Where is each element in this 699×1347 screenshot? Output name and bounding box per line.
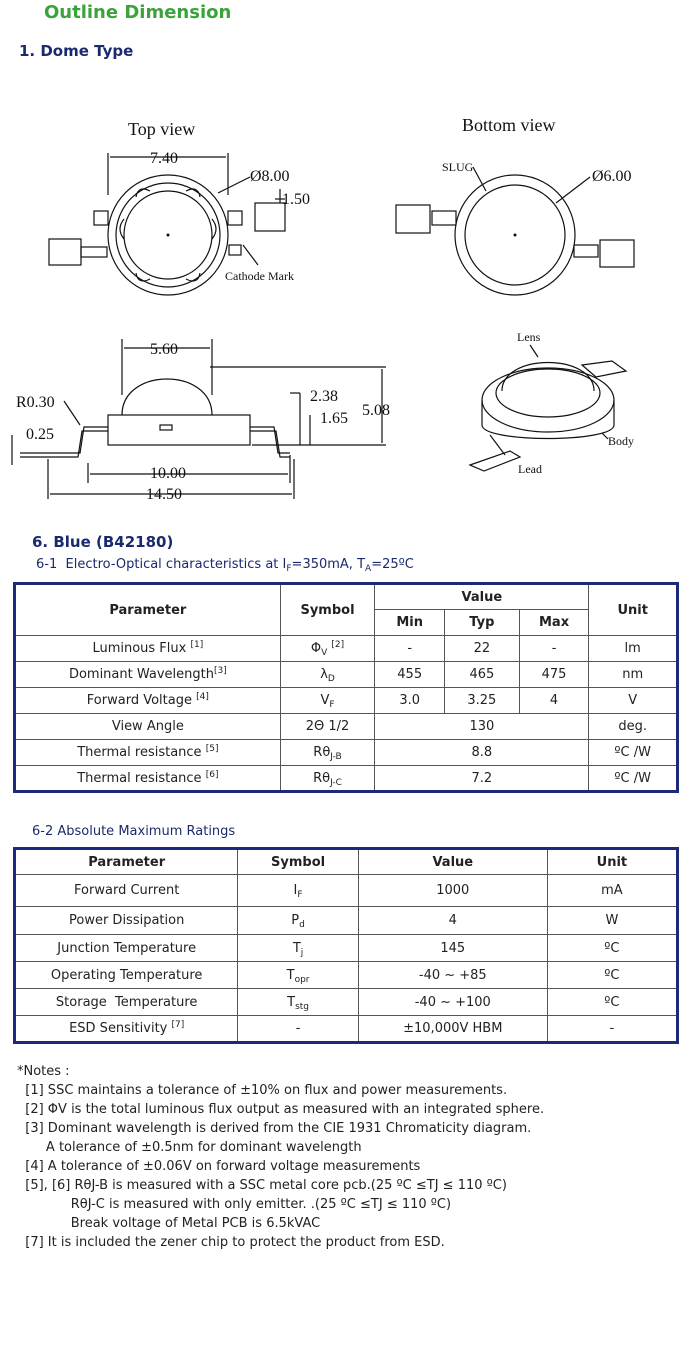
col-header-symbol: Symbol	[280, 584, 375, 636]
col-header-min: Min	[375, 610, 445, 636]
row-unit: V	[589, 688, 678, 714]
dim-1-50: 1.50	[282, 191, 310, 208]
section-heading-blue: 6. Blue (B42180)	[32, 533, 174, 551]
note-line: *Notes :	[17, 1064, 70, 1079]
row-value: 8.8	[375, 740, 589, 766]
bottom-view-label: Bottom view	[462, 115, 556, 135]
row-symbol: $V_F$	[280, 688, 375, 714]
row-unit: lm	[589, 636, 678, 662]
notes-section	[17, 1062, 544, 1252]
electro-optical-table	[13, 582, 679, 793]
isometric-view-drawing	[470, 345, 626, 471]
subheading-electro-optical: 6-1 Electro-Optical characteristics at $I_F=350mA$, $T_A=25ºC$	[36, 557, 414, 574]
row-unit: mA	[547, 875, 677, 907]
col-header-symbol: Symbol	[238, 849, 358, 875]
note-line: RθJ-C is measured with only emitter. .(25 ºC ≤TJ ≤ 110 ºC)	[17, 1197, 452, 1212]
col-header-parameter: Parameter	[15, 849, 238, 875]
subheading-absolute-max: 6-2 Absolute Maximum Ratings	[32, 824, 236, 839]
lens-label: Lens	[517, 330, 541, 344]
note-line: A tolerance of ±0.5nm for dominant wavelength	[17, 1140, 362, 1155]
note-line: [4] A tolerance of ±0.06V on forward voltage measurements	[17, 1159, 421, 1174]
row-symbol: 2Θ 1/2	[280, 714, 375, 740]
dim-10-00: 10.00	[150, 465, 186, 482]
bottom-view-center-mark	[514, 234, 517, 237]
row-value: 130	[375, 714, 589, 740]
slug-label: SLUG	[442, 160, 474, 174]
table-row	[15, 662, 678, 688]
row-unit: nm	[589, 662, 678, 688]
dim-5-08: 5.08	[362, 402, 390, 419]
row-unit: ºC	[547, 935, 677, 962]
col-header-value: Value	[358, 849, 547, 875]
row-value: 7.2	[375, 766, 589, 792]
section-heading-dome-type: 1. Dome Type	[19, 42, 134, 60]
row-unit: deg.	[589, 714, 678, 740]
row-value: 145	[358, 935, 547, 962]
dim-5-60: 5.60	[150, 341, 178, 358]
table-row	[15, 935, 678, 962]
top-view-label: Top view	[128, 119, 196, 139]
dim-1-65: 1.65	[320, 410, 348, 427]
page-title: Outline Dimension	[44, 2, 232, 23]
row-symbol: $T_j$	[238, 935, 358, 962]
row-min: 455	[375, 662, 445, 688]
row-unit: -	[547, 1016, 677, 1043]
dim-r0-30: R0.30	[16, 394, 55, 411]
row-parameter: Thermal resistance [6]	[15, 766, 281, 792]
row-unit: ºC	[547, 989, 677, 1016]
row-typ: 3.25	[445, 688, 520, 714]
row-value: -40 ~ +100	[358, 989, 547, 1016]
row-parameter: Dominant Wavelength[3]	[15, 662, 281, 688]
col-header-typ: Typ	[445, 610, 520, 636]
body-label: Body	[608, 434, 635, 448]
outline-dimension-drawing	[0, 95, 699, 525]
table-row	[15, 907, 678, 935]
dim-14-50: 14.50	[146, 486, 182, 503]
row-min: -	[375, 636, 445, 662]
lead-label: Lead	[518, 462, 542, 476]
row-parameter: Storage Temperature	[15, 989, 238, 1016]
row-symbol: $R\theta_{J-B}$	[280, 740, 375, 766]
row-symbol: $\Phi_V$ [2]	[280, 636, 375, 662]
dim-0-25: 0.25	[26, 426, 54, 443]
note-line: [7] It is included the zener chip to protect the product from ESD.	[17, 1235, 445, 1250]
row-value: 4	[358, 907, 547, 935]
col-header-unit: Unit	[589, 584, 678, 636]
table-row	[15, 962, 678, 989]
table-row	[15, 1016, 678, 1043]
table-row	[15, 740, 678, 766]
note-line: [1] SSC maintains a tolerance of ±10% on flux and power measurements.	[17, 1083, 508, 1098]
row-symbol: -	[238, 1016, 358, 1043]
cathode-mark-label: Cathode Mark	[225, 269, 294, 283]
row-min: 3.0	[375, 688, 445, 714]
row-symbol: $\lambda_D$	[280, 662, 375, 688]
row-unit: ºC	[547, 962, 677, 989]
row-unit: ºC /W	[589, 766, 678, 792]
row-symbol: $P_d$	[238, 907, 358, 935]
absolute-max-ratings-table	[13, 847, 679, 1044]
dim-diameter-8-00: Ø8.00	[250, 168, 290, 185]
dim-diameter-6-00: Ø6.00	[592, 168, 632, 185]
row-parameter: Luminous Flux [1]	[15, 636, 281, 662]
col-header-unit: Unit	[547, 849, 677, 875]
row-parameter: Thermal resistance [5]	[15, 740, 281, 766]
col-header-max: Max	[519, 610, 589, 636]
row-value: 1000	[358, 875, 547, 907]
table-row	[15, 714, 678, 740]
table-row	[15, 989, 678, 1016]
row-parameter: Power Dissipation	[15, 907, 238, 935]
row-parameter: Junction Temperature	[15, 935, 238, 962]
row-parameter: View Angle	[15, 714, 281, 740]
row-max: -	[519, 636, 589, 662]
row-value: ±10,000V HBM	[358, 1016, 547, 1043]
table-row	[15, 875, 678, 907]
top-view-center-mark	[167, 234, 170, 237]
row-symbol: $T_{stg}$	[238, 989, 358, 1016]
note-line: [2] ΦV is the total luminous flux output as measured with an integrated sphere.	[17, 1102, 545, 1117]
row-parameter: Forward Voltage [4]	[15, 688, 281, 714]
row-typ: 465	[445, 662, 520, 688]
row-unit: W	[547, 907, 677, 935]
row-value: -40 ~ +85	[358, 962, 547, 989]
row-parameter: ESD Sensitivity [7]	[15, 1016, 238, 1043]
table-row	[15, 766, 678, 792]
row-parameter: Operating Temperature	[15, 962, 238, 989]
row-unit: ºC /W	[589, 740, 678, 766]
table-row	[15, 688, 678, 714]
note-line: Break voltage of Metal PCB is 6.5kVAC	[17, 1216, 321, 1231]
row-parameter: Forward Current	[15, 875, 238, 907]
note-line: [3] Dominant wavelength is derived from the CIE 1931 Chromaticity diagram.	[17, 1121, 532, 1136]
row-symbol: $R\theta_{J-C}$	[280, 766, 375, 792]
col-header-parameter: Parameter	[15, 584, 281, 636]
col-header-value: Value	[375, 584, 589, 610]
note-line: [5], [6] RθJ-B is measured with a SSC metal core pcb.(25 ºC ≤TJ ≤ 110 ºC)	[17, 1178, 507, 1193]
row-max: 475	[519, 662, 589, 688]
table-row	[15, 636, 678, 662]
row-symbol: $T_{opr}$	[238, 962, 358, 989]
row-max: 4	[519, 688, 589, 714]
row-symbol: $I_F$	[238, 875, 358, 907]
bottom-view-drawing	[396, 167, 634, 295]
row-typ: 22	[445, 636, 520, 662]
dim-2-38: 2.38	[310, 388, 338, 405]
dim-7-40: 7.40	[150, 150, 178, 167]
